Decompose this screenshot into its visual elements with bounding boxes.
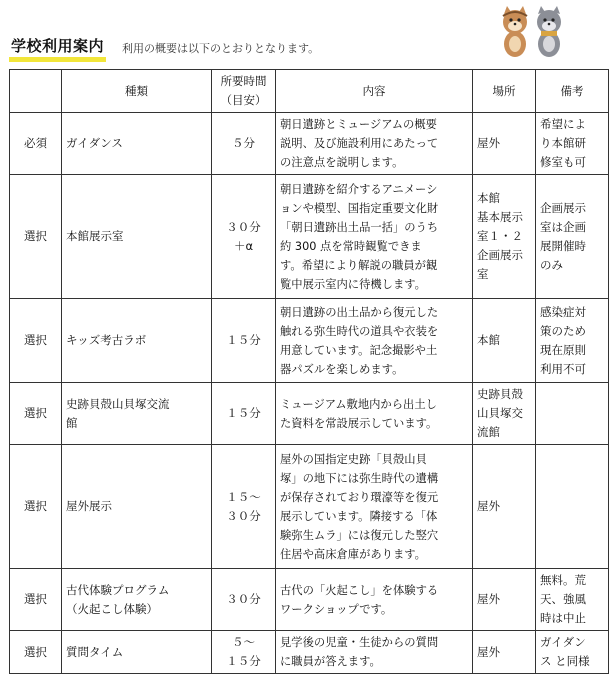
note-cell (536, 383, 609, 445)
content-cell: 見学後の児童・生徒からの質問 に職員が答えます。 (276, 631, 473, 674)
place-cell: 本館 基本展示 室１・２ 企画展示 室 (473, 175, 536, 299)
note-cell: ガイダン ス と同様 (536, 631, 609, 674)
category-cell: 選択 (10, 569, 62, 631)
time-cell: ３０分 (212, 569, 276, 631)
content-cell: 朝日遺跡の出土品から復元した 触れる弥生時代の道具や衣装を 用意しています。記念撮影や土 器パズルを楽しめます。 (276, 299, 473, 383)
type-cell: 史跡貝殻山貝塚交流 館 (62, 383, 212, 445)
place-cell: 屋外 (473, 569, 536, 631)
place-cell: 屋外 (473, 445, 536, 569)
time-cell: ５分 (212, 113, 276, 175)
table-row (10, 299, 609, 383)
time-cell: ３０分 ＋α (212, 175, 276, 299)
table-row (10, 113, 609, 175)
header-cell-empty (10, 70, 62, 113)
table-row (10, 631, 609, 674)
content-cell: 屋外の国指定史跡「貝殻山貝 塚」の地下には弥生時代の遺構 が保存されており環濠等を復元 展示しています。隣接する「体 験弥生ムラ」には復元した竪穴 住居や高床倉庫があります。 (276, 445, 473, 569)
category-cell: 選択 (10, 445, 62, 569)
type-cell: 質問タイム (62, 631, 212, 674)
header-cell-content: 内容 (276, 70, 473, 113)
note-cell: 企画展示 室は企画 展開催時 のみ (536, 175, 609, 299)
page-title: 学校利用案内 (9, 36, 106, 62)
table-row (10, 175, 609, 299)
note-cell (536, 445, 609, 569)
content-cell: 古代の「火起こし」を体験する ワークショップです。 (276, 569, 473, 631)
content-cell: 朝日遺跡とミュージアムの概要 説明、及び施設利用にあたって の注意点を説明します。 (276, 113, 473, 175)
category-cell: 必須 (10, 113, 62, 175)
note-cell: 希望によ り本館研 修室も可 (536, 113, 609, 175)
category-cell: 選択 (10, 631, 62, 674)
type-cell: 屋外展示 (62, 445, 212, 569)
type-cell: ガイダンス (62, 113, 212, 175)
table-header-row (10, 70, 609, 113)
content-cell: 朝日遺跡を紹介するアニメーシ ョンや模型、国指定重要文化財 「朝日遺跡出土品一括」のうち 約 300 点を常時観覧できま す。希望により解説の職員が観 覧中展示室内に待機します。 (276, 175, 473, 299)
content-cell: ミュージアム敷地内から出土し た資料を常設展示しています。 (276, 383, 473, 445)
time-cell: １５分 (212, 383, 276, 445)
category-cell: 選択 (10, 383, 62, 445)
category-cell: 選択 (10, 175, 62, 299)
place-cell: 本館 (473, 299, 536, 383)
type-cell: 古代体験プログラム （火起こし体験） (62, 569, 212, 631)
category-cell: 選択 (10, 299, 62, 383)
time-cell: １５～ ３０分 (212, 445, 276, 569)
header-cell-time: 所要時間 （目安） (212, 70, 276, 113)
table-row (10, 445, 609, 569)
school-use-table (9, 69, 609, 674)
note-cell: 感染症対 策のため 現在原則 利用不可 (536, 299, 609, 383)
mascot-characters-icon (497, 4, 569, 60)
header-cell-note: 備考 (536, 70, 609, 113)
table-row (10, 383, 609, 445)
header-cell-place: 場所 (473, 70, 536, 113)
place-cell: 屋外 (473, 113, 536, 175)
type-cell: 本館展示室 (62, 175, 212, 299)
type-cell: キッズ考古ラボ (62, 299, 212, 383)
page-subtitle: 利用の概要は以下のとおりとなります。 (122, 42, 320, 55)
place-cell: 屋外 (473, 631, 536, 674)
time-cell: ５～ １５分 (212, 631, 276, 674)
header-cell-type: 種類 (62, 70, 212, 113)
place-cell: 史跡貝殻 山貝塚交 流館 (473, 383, 536, 445)
note-cell: 無料。荒 天、強風 時は中止 (536, 569, 609, 631)
time-cell: １５分 (212, 299, 276, 383)
table-row (10, 569, 609, 631)
